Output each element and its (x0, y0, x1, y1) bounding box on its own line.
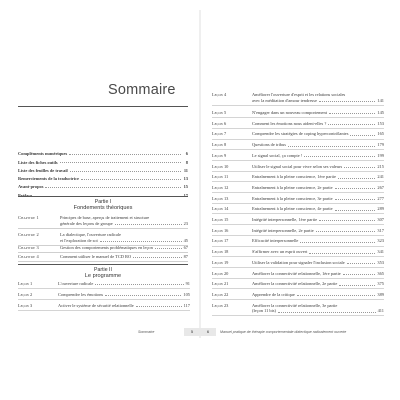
entry-title (252, 260, 384, 266)
entry-title-line (252, 249, 384, 255)
entry-separator (212, 213, 384, 214)
entry-title-text: générale des leçons de groupe (60, 220, 113, 226)
entry-title (252, 228, 384, 234)
toc-page-number: 6 (185, 151, 188, 157)
toc-entry-label: Compléments numériques (18, 151, 68, 157)
entry-title (60, 232, 188, 243)
entry-label: Leçon 20 (212, 270, 229, 276)
entry-separator (212, 246, 384, 247)
entry-label: Leçon 19 (212, 259, 229, 265)
entry-page-number: 199 (377, 152, 384, 158)
entry-title-line (58, 292, 190, 298)
dot-leader (70, 171, 181, 172)
entry-title (58, 281, 190, 287)
entry-label: Leçon 15 (212, 217, 229, 222)
entry-title-line (60, 221, 188, 227)
entry-separator (212, 267, 384, 268)
entry-separator (212, 288, 384, 289)
dot-leader (133, 257, 181, 258)
entry-title-line (252, 238, 384, 244)
entry-separator (18, 228, 188, 229)
footer-section: Sommaire (138, 330, 155, 334)
entry-title (252, 174, 384, 180)
entry-page-number: 179 (377, 142, 384, 148)
toc-page-number: 8 (185, 159, 188, 165)
part2-rule (18, 264, 188, 265)
entry-separator (212, 299, 384, 300)
entry-page-number: 215 (377, 163, 384, 169)
entry-label: Leçon 9 (212, 152, 227, 158)
entry-title (60, 245, 188, 251)
entry-title (252, 92, 384, 103)
entry-title-text: Comment les émotions nous aident-elles ? (252, 120, 327, 126)
footer-book-title: Manuel pratique de thérapie comportementale dialectique radicalement ouverte (220, 330, 347, 334)
entry-title-line (252, 292, 384, 298)
entry-label: Leçon 7 (212, 131, 227, 137)
entry-page-number: 341 (377, 249, 384, 255)
entry-title-text: La dialectique, l'ouverture radicale (60, 232, 122, 237)
entry-title-text: Améliorer la connectivité relationnelle, 1ère partie (252, 270, 341, 276)
part1-label: Partie I (94, 199, 112, 205)
entry-title-line (252, 142, 384, 148)
entry-separator (212, 181, 384, 182)
entry-label: Chapitre 3 (18, 245, 39, 250)
dot-leader (155, 248, 182, 249)
right-page (200, 10, 394, 338)
entry-title-text: S'affirmer avec un esprit ouvert (252, 249, 308, 255)
dot-leader (95, 284, 183, 285)
entry-title (252, 153, 384, 159)
entry-title (252, 121, 384, 127)
entry-page-number: 365 (377, 270, 384, 276)
entry-title (252, 271, 384, 277)
entry-title-text: (leçon 11 bis) (252, 308, 276, 314)
dot-leader (335, 199, 376, 200)
entry-separator (212, 105, 384, 106)
entry-separator (212, 235, 384, 236)
toc-page-number: 13 (183, 176, 188, 182)
entry-title-text: L'ouverture radicale (58, 281, 94, 286)
entry-page-number: 267 (377, 184, 384, 190)
entry-label: Leçon 13 (212, 195, 229, 201)
entry-page-number: 289 (377, 206, 384, 212)
entry-title-text: Améliorer la connectivité relationnelle, 3e partie (252, 302, 338, 308)
entry-title (252, 131, 384, 137)
entry-label: Leçon 22 (212, 291, 229, 297)
dot-leader (335, 188, 376, 189)
entry-label: Chapitre 2 (18, 232, 39, 237)
entry-page-number: 165 (377, 131, 384, 137)
dot-leader (60, 162, 181, 163)
toc-entry-label: Liste des fiches outils (18, 159, 58, 165)
entry-title-text: Entraînement à la pleine conscience, 2e partie (252, 184, 333, 190)
dot-leader (115, 224, 182, 225)
dot-leader (338, 178, 375, 179)
entry-label: Leçon 11 (212, 174, 229, 180)
entry-title (252, 110, 384, 116)
page-number-right: 6 (200, 328, 216, 336)
entry-page-number: 45 (183, 237, 188, 243)
dot-leader (81, 179, 181, 180)
entry-title-line (252, 196, 384, 202)
entry-title-line (252, 110, 384, 116)
entry-title (60, 254, 188, 260)
dot-leader (69, 154, 181, 155)
entry-title (252, 185, 384, 191)
entry-separator (212, 192, 384, 193)
entry-title-line (252, 308, 384, 314)
entry-title-line (252, 153, 384, 159)
dot-leader (339, 285, 375, 286)
dot-leader (100, 241, 182, 242)
dot-leader (45, 187, 181, 188)
entry-title-line (252, 271, 384, 277)
entry-separator (18, 299, 190, 300)
entry-page-number: 87 (183, 254, 188, 259)
entry-title-text: N'engager dans un nouveau comportement (252, 110, 327, 115)
entry-title (252, 164, 384, 170)
dot-leader (350, 135, 375, 136)
entry-separator (18, 261, 188, 262)
entry-title-text: Utiliser le signal social pour vivre selon ses valeurs (252, 163, 343, 169)
entry-separator (212, 278, 384, 279)
entry-page-number: 277 (377, 195, 384, 201)
entry-title-line (252, 228, 384, 234)
dot-leader (304, 156, 375, 157)
toc-page-number: 11 (183, 167, 188, 173)
entry-separator (18, 288, 190, 289)
book-spread (6, 10, 394, 338)
toc-page-number: 17 (183, 192, 188, 198)
entry-label: Leçon 5 (212, 110, 227, 115)
entry-separator (212, 171, 384, 172)
entry-title-line (252, 206, 384, 212)
entry-title-text: Entraînement à la pleine conscience, 1ère partie (252, 174, 336, 180)
left-page (6, 10, 200, 338)
entry-page-number: 91 (185, 281, 190, 286)
entry-separator (18, 310, 190, 311)
entry-title (252, 206, 384, 212)
entry-label: Leçon 14 (212, 206, 229, 212)
entry-separator (212, 117, 384, 118)
entry-page-number: 317 (377, 227, 384, 233)
title-rule (18, 106, 188, 107)
toc-entry-label: Liste des feuilles de travail (18, 167, 68, 173)
toc-entry-label: Avant-propos (18, 184, 44, 190)
entry-label: Leçon 18 (212, 249, 229, 255)
entry-label: Leçon 17 (212, 238, 229, 244)
entry-title (252, 303, 384, 314)
entry-page-number: 353 (377, 259, 384, 265)
entry-page-number: 323 (377, 238, 384, 244)
toc-row[interactable] (18, 148, 188, 156)
entry-title (252, 238, 384, 244)
entry-title-text: Principes de base, aperçu de traitement et structure (60, 215, 150, 220)
entry-title-line (58, 303, 190, 309)
page-title: Sommaire (108, 82, 176, 98)
entry-page-number: 389 (377, 291, 384, 297)
part1-heading (18, 199, 188, 211)
dot-leader (347, 263, 376, 264)
entry-title-text: Entraînement à la pleine conscience, 4e partie (252, 206, 333, 212)
entry-label: Leçon 1 (18, 281, 33, 286)
front-matter-list (18, 148, 188, 198)
entry-title (58, 303, 190, 309)
entry-page-number: 141 (377, 97, 384, 103)
dot-leader (328, 124, 375, 125)
entry-title-line (58, 281, 190, 287)
dot-leader (335, 210, 376, 211)
entry-title (58, 292, 190, 298)
entry-page-number: 307 (377, 217, 384, 222)
toc-row[interactable] (18, 173, 188, 181)
toc-row[interactable] (18, 156, 188, 164)
part1-name: Fondements théoriques (73, 205, 133, 211)
page-number-left: 5 (184, 328, 200, 336)
entry-label: Leçon 4 (212, 92, 227, 97)
entry-title-text: avec la méditation d'amour tendresse (252, 97, 317, 103)
dot-leader (297, 295, 376, 296)
entry-title-text: Utiliser la validation pour signaler l'inclusion sociale (252, 259, 345, 265)
entry-title-line (252, 217, 384, 223)
entry-title-text: Intégrité interpersonnelle, 2e partie (252, 227, 314, 233)
entry-label: Leçon 12 (212, 184, 229, 190)
entry-page-number: 23 (183, 220, 188, 226)
entry-title-text: Comprendre les stratégies de coping hypercontrôlantes (252, 131, 349, 137)
dot-leader (343, 274, 376, 275)
entry-label: Leçon 21 (212, 281, 229, 287)
entry-title-text: Activer le système de sécurité relationnelle (58, 303, 134, 308)
entry-title-line (60, 238, 188, 244)
dot-leader (344, 167, 375, 168)
entry-title (252, 249, 384, 255)
entry-title-line (252, 281, 384, 287)
toc-page-number: 15 (183, 184, 188, 190)
entry-separator (212, 149, 384, 150)
dot-leader (319, 220, 375, 221)
entry-title-line (252, 121, 384, 127)
dot-leader (309, 253, 375, 254)
entry-title-text: Améliorer l'ouverture d'esprit et les relations sociales (252, 92, 346, 97)
entry-separator (212, 128, 384, 129)
entry-title-text: Comment utiliser le manuel de TCD RO (60, 254, 132, 259)
entry-title-text: Gestion des comportements problématiques en leçon (60, 245, 153, 250)
entry-label: Chapitre 1 (18, 215, 39, 220)
entry-title-text: Apprendre de la critique (252, 291, 295, 297)
entry-separator (212, 256, 384, 257)
entry-title-line (252, 185, 384, 191)
entry-page-number: 241 (377, 174, 384, 180)
entry-page-number: 153 (377, 120, 384, 126)
entry-title-line (252, 164, 384, 170)
dot-leader (288, 146, 376, 147)
entry-separator (212, 139, 384, 140)
toc-entry-label: Remerciements de la traductrice (18, 176, 79, 182)
dot-leader (319, 101, 375, 102)
entry-title-text: et l'exploration de soi (60, 237, 98, 243)
entry-title-text: Efficacité interpersonnelle (252, 238, 299, 244)
entry-title-line (252, 98, 384, 104)
entry-title-line (252, 174, 384, 180)
entry-page-number: 105 (183, 292, 190, 297)
entry-label: Leçon 3 (18, 303, 33, 308)
entry-title (60, 215, 188, 226)
entry-title-line (60, 254, 188, 260)
toc-row[interactable] (18, 181, 188, 189)
entry-separator (212, 203, 384, 204)
dot-leader (278, 312, 376, 313)
entry-title-line (60, 245, 188, 251)
entry-separator (212, 160, 384, 161)
entry-title (252, 142, 384, 148)
entry-title-text: Intégrité interpersonnelle, 1ère partie (252, 217, 318, 222)
dot-leader (300, 242, 375, 243)
entry-page-number: 145 (377, 110, 384, 115)
entry-title (252, 292, 384, 298)
dot-leader (329, 113, 375, 114)
entry-title-text: Comprendre les émotions (58, 292, 104, 297)
entry-title-text: Questions de tribus (252, 142, 286, 148)
dot-leader (136, 306, 182, 307)
part2-label: Partie II (94, 267, 112, 273)
entry-title (252, 196, 384, 202)
dot-leader (316, 231, 376, 232)
entry-title-text: Améliorer la connectivité relationnelle, 2e partie (252, 281, 338, 287)
entry-label: Leçon 2 (18, 292, 33, 297)
entry-title-line (252, 131, 384, 137)
entry-label: Leçon 8 (212, 142, 227, 148)
entry-title-text: Le signal social, ça compte ! (252, 152, 303, 158)
entry-title-line (252, 260, 384, 266)
entry-separator (212, 315, 384, 316)
entry-page-number: 67 (183, 245, 188, 250)
entry-title-text: Entraînement à la pleine conscience, 3e partie (252, 195, 333, 201)
toc-entry-label: Préface (18, 192, 33, 198)
entry-label: Leçon 23 (212, 302, 229, 308)
entry-label: Leçon 6 (212, 120, 227, 126)
toc-row[interactable] (18, 165, 188, 173)
dot-leader (105, 295, 181, 296)
part2-heading (18, 267, 188, 279)
entry-label: Leçon 10 (212, 163, 229, 169)
entry-label: Chapitre 4 (18, 254, 39, 259)
entry-title (252, 217, 384, 223)
entry-page-number: 117 (183, 303, 190, 308)
entry-title (252, 281, 384, 287)
part2-name: Le programme (84, 273, 122, 279)
entry-page-number: 375 (377, 281, 384, 287)
part1-rule (18, 196, 188, 197)
entry-separator (212, 224, 384, 225)
entry-label: Leçon 16 (212, 227, 229, 233)
entry-page-number: 411 (377, 308, 384, 314)
